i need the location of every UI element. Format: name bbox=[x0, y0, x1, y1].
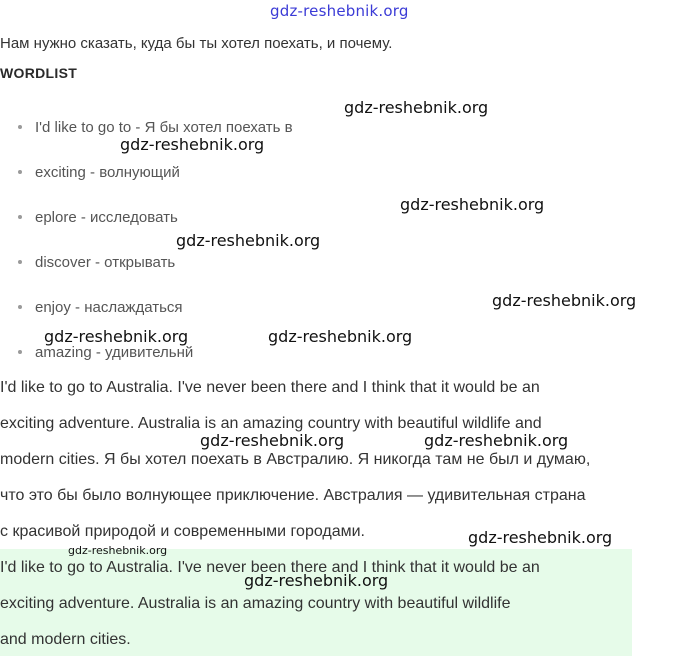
answer-line: and modern cities. bbox=[0, 631, 131, 648]
bullet-icon bbox=[18, 215, 22, 219]
wordlist-item bbox=[18, 119, 293, 136]
answer-text bbox=[0, 550, 540, 658]
bullet-icon bbox=[18, 125, 22, 129]
paragraph-line: с красивой природой и современными городами. bbox=[0, 523, 365, 540]
bullet-icon bbox=[18, 170, 22, 174]
watermark-top: gdz-reshebnik.org bbox=[270, 2, 409, 20]
answer-line: I'd like to go to Australia. I've never been there and I think that it would be an bbox=[0, 559, 540, 576]
wordlist-item-text: eplore - исследовать bbox=[35, 209, 178, 226]
watermark: gdz-reshebnik.org bbox=[68, 544, 168, 557]
wordlist-item bbox=[18, 209, 178, 226]
wordlist-item-text: exciting - волнующий bbox=[35, 164, 180, 181]
wordlist-item-text: amazing - удивительнй bbox=[35, 344, 194, 361]
wordlist-heading: WORDLIST bbox=[0, 65, 78, 81]
watermark: gdz-reshebnik.org bbox=[244, 571, 389, 590]
wordlist-item bbox=[18, 344, 193, 361]
watermark: gdz-reshebnik.org bbox=[44, 327, 189, 346]
wordlist-item bbox=[18, 164, 180, 181]
bullet-icon bbox=[18, 260, 22, 264]
paragraph-line: что это бы было волнующее приключение. Австралия — удивительная страна bbox=[0, 487, 586, 504]
watermark: gdz-reshebnik.org bbox=[400, 195, 545, 214]
paragraph-line: I'd like to go to Australia. I've never been there and I think that it would be an bbox=[0, 379, 540, 396]
watermark: gdz-reshebnik.org bbox=[492, 291, 637, 310]
paragraph-line: modern cities. Я бы хотел поехать в Австралию. Я никогда там не был и думаю, bbox=[0, 451, 591, 468]
watermark: gdz-reshebnik.org bbox=[468, 528, 613, 547]
wordlist-item-text: I'd like to go to - Я бы хотел поехать в bbox=[35, 119, 293, 136]
watermark: gdz-reshebnik.org bbox=[120, 135, 265, 154]
paragraph-line: exciting adventure. Australia is an amazing country with beautiful wildlife and bbox=[0, 415, 542, 432]
watermark: gdz-reshebnik.org bbox=[176, 231, 321, 250]
watermark: gdz-reshebnik.org bbox=[344, 98, 489, 117]
answer-line: exciting adventure. Australia is an amazing country with beautiful wildlife bbox=[0, 595, 511, 612]
intro-text: Нам нужно сказать, куда бы ты хотел поехать, и почему. bbox=[0, 35, 393, 52]
wordlist-item-text: enjoy - наслаждаться bbox=[35, 299, 183, 316]
bullet-icon bbox=[18, 305, 22, 309]
bullet-icon bbox=[18, 350, 22, 354]
wordlist-item-text: discover - открывать bbox=[35, 254, 176, 271]
watermark: gdz-reshebnik.org bbox=[424, 431, 569, 450]
wordlist-item bbox=[18, 299, 183, 316]
watermark: gdz-reshebnik.org bbox=[200, 431, 345, 450]
paragraph bbox=[0, 370, 680, 550]
wordlist-item bbox=[18, 254, 175, 271]
watermark: gdz-reshebnik.org bbox=[268, 327, 413, 346]
